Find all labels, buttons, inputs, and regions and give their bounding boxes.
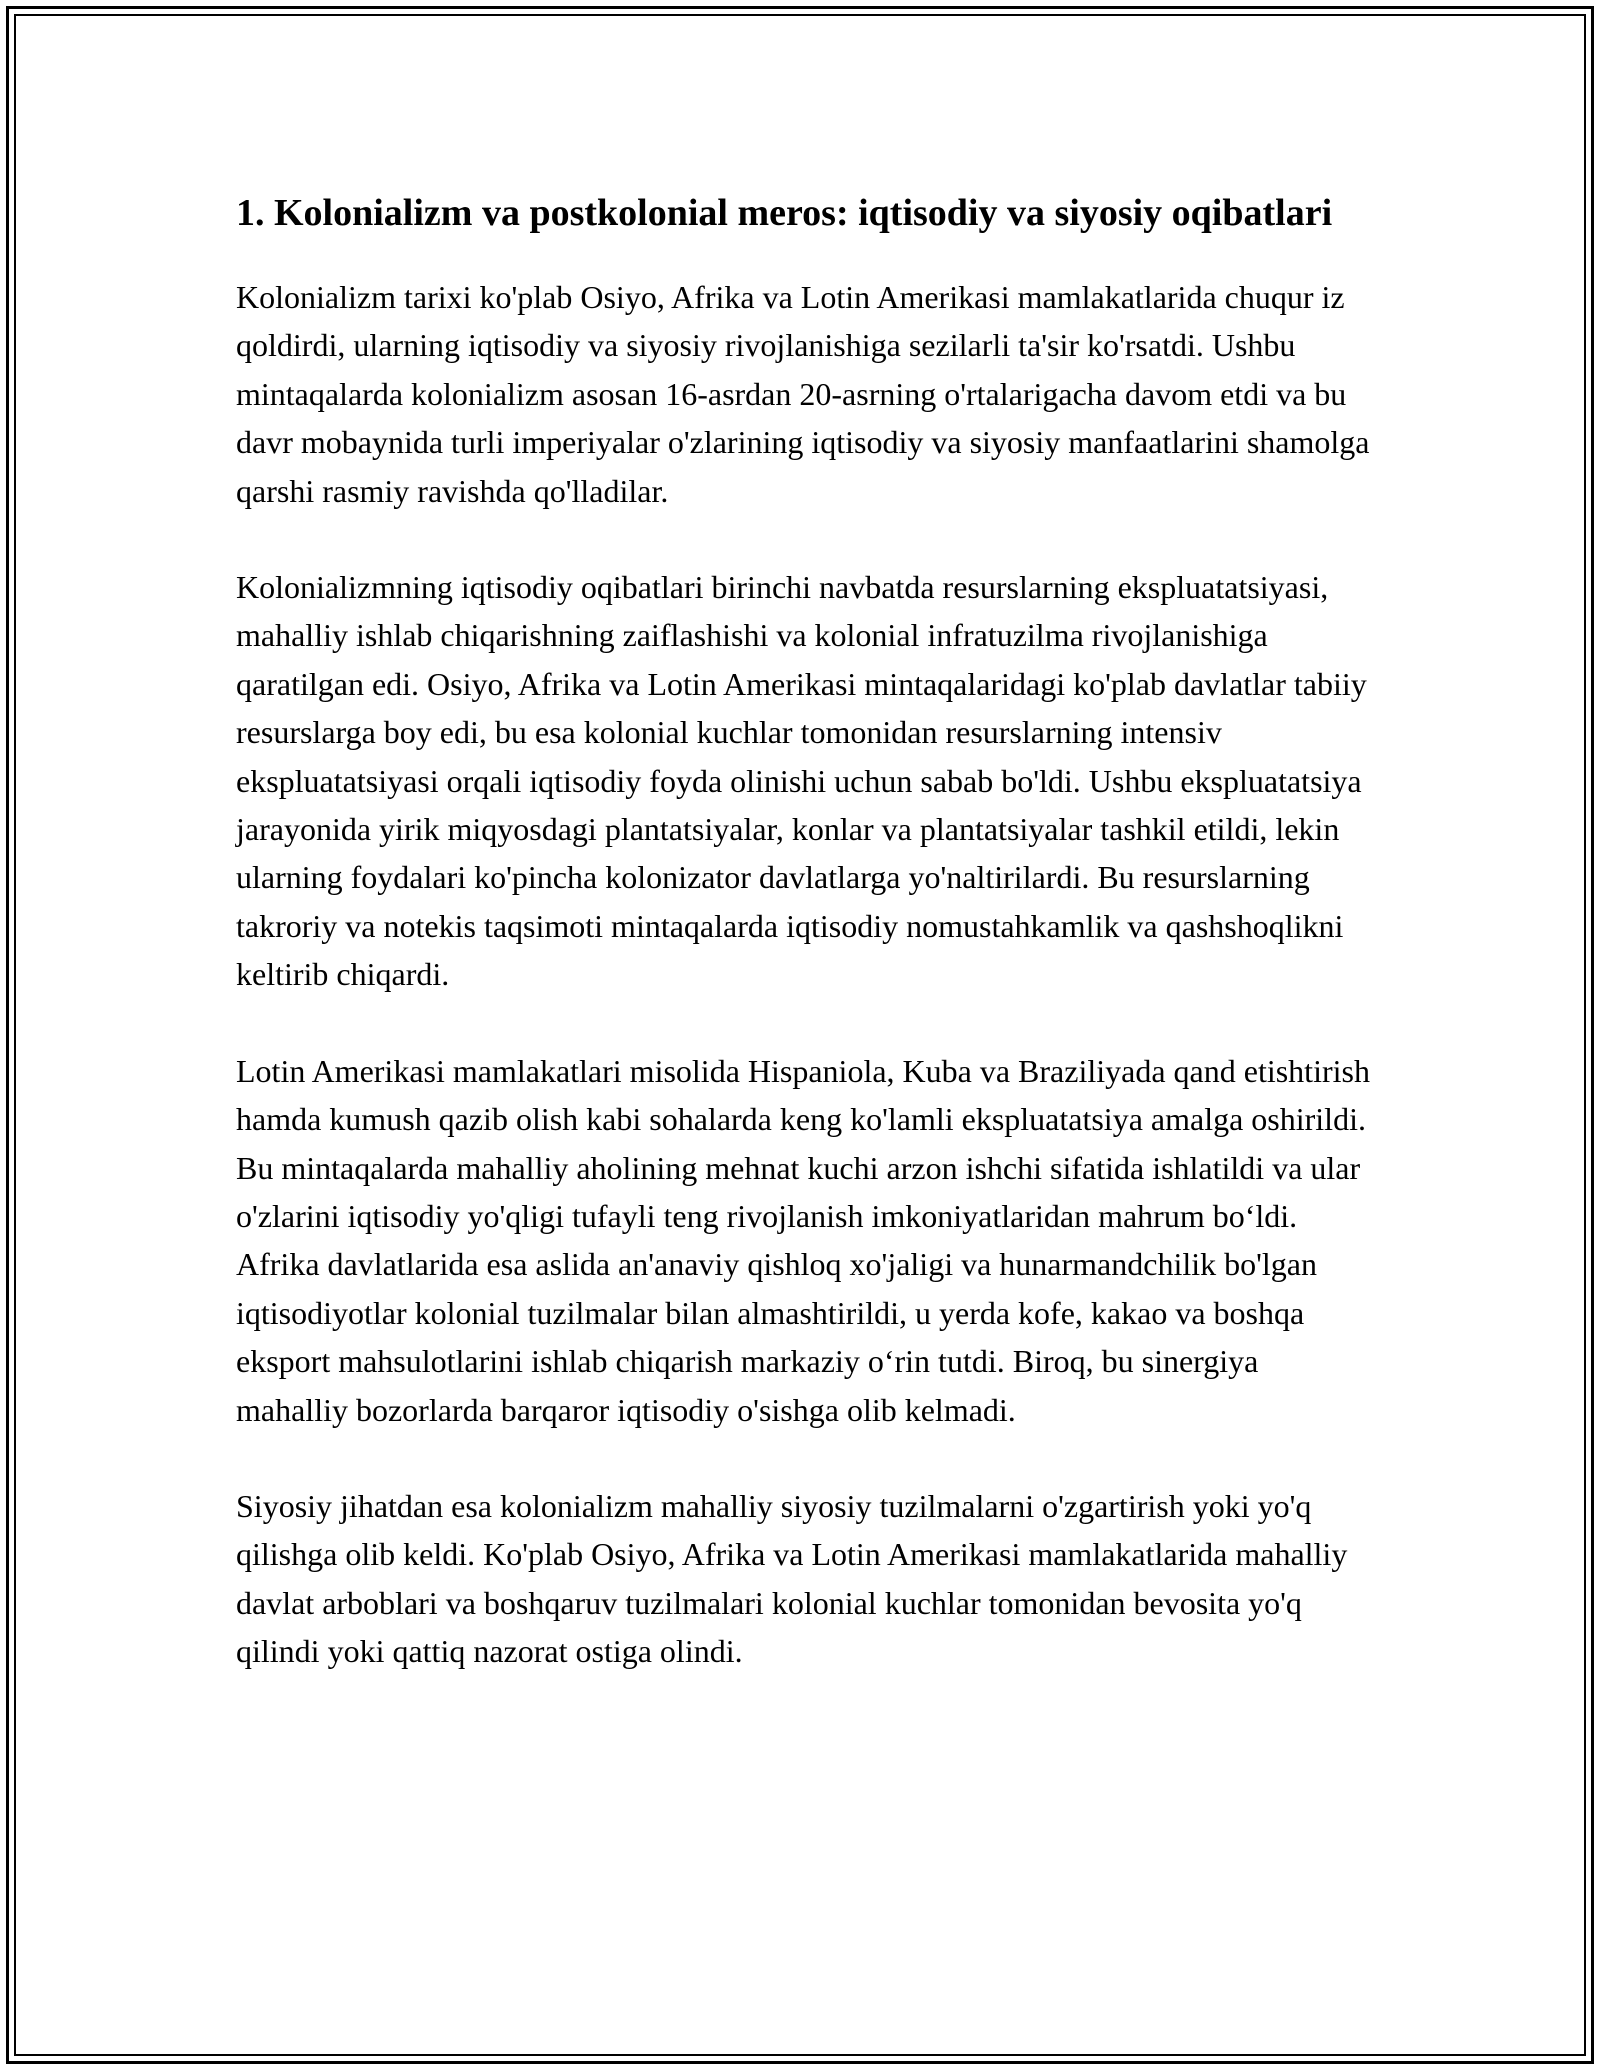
paragraph: Siyosiy jihatdan esa kolonializm mahalliy siyosiy tuzilmalarni o'zgartirish yoki yo'q qilishga olib keldi. Ko'plab Osiyo, Afrika va Lotin Amerikasi mamlakatlarida mahalliy davlat arboblari va boshqaruv tuzilmalari kolonial kuchlar tomonidan bevosita yo'q qilindi yoki qattiq nazorat ostiga olindi. (236, 1487, 1348, 1670)
paragraph: Lotin Amerikasi mamlakatlari misolida Hispaniola, Kuba va Braziliyada qand etishtirish hamda kumush qazib olish kabi sohalarda keng ko'lamli ekspluatatsiya amalga oshirildi. Bu mintaqalarda mahalliy aholining mehnat kuchi arzon ishchi sifatida ishlatildi va ular o'zlarini iqtisodiy yo'qligi tufayli teng rivojlanish imkoniyatlaridan mahrum bo‘ldi. Afrika davlatlarida esa aslida an'anaviy qishloq xo'jaligi va hunarmandchilik bo'lgan iqtisodiyotlar kolonial tuzilmalar bilan almashtirildi, u yerda kofe, kakao va boshqa eksport mahsulotlarini ishlab chiqarish markaziy o‘rin tutdi. Biroq, bu sinergiya mahalliy bozorlarda barqaror iqtisodiy o'sishga olib kelmadi. (236, 1052, 1370, 1428)
document-body (236, 186, 1376, 1724)
section-heading: 1. Kolonializm va postkolonial meros: iqtisodiy va siyosiy oqibatlari (236, 192, 1333, 234)
paragraph: Kolonializm tarixi ko'plab Osiyo, Afrika va Lotin Amerikasi mamlakatlarida chuqur iz qoldirdi, ularning iqtisodiy va siyosiy rivojlanishiga sezilarli ta'sir ko'rsatdi. Ushbu mintaqalarda kolonializm asosan 16-asrdan 20-asrning o'rtalarigacha davom etdi va bu davr mobaynida turli imperiyalar o'zlarining iqtisodiy va siyosiy manfaatlarini shamolga qarshi rasmiy ravishda qo'lladilar. (236, 279, 1370, 509)
paragraph: Kolonializmning iqtisodiy oqibatlari birinchi navbatda resurslarning ekspluatatsiyasi, mahalliy ishlab chiqarishning zaiflashishi va kolonial infratuzilma rivojlanishiga qaratilgan edi. Osiyo, Afrika va Lotin Amerikasi mintaqalaridagi ko'plab davlatlar tabiiy resurslarga boy edi, bu esa kolonial kuchlar tomonidan resurslarning intensiv ekspluatatsiyasi orqali iqtisodiy foyda olinishi uchun sabab bo'ldi. Ushbu ekspluatatsiya jarayonida yirik miqyosdagi plantatsiyalar, konlar va plantatsiyalar tashkil etildi, lekin ularning foydalari ko'pincha kolonizator davlatlarga yo'naltirilardi. Bu resurslarning takroriy va notekis taqsimoti mintaqalarda iqtisodiy nomustahkamlik va qashshoqlikni keltirib chiqardi. (236, 569, 1367, 993)
